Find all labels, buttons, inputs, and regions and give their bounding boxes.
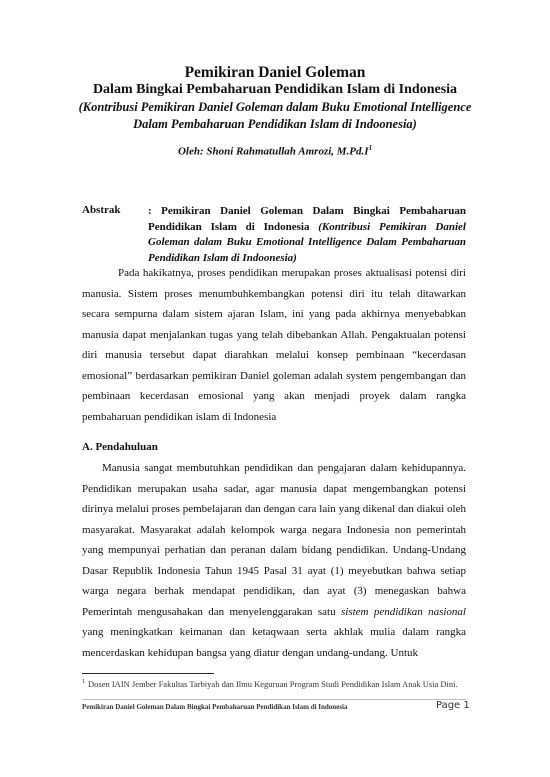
section-heading-pendahuluan: A. Pendahuluan [82, 441, 158, 453]
footnote-text: Dosen IAIN Jember Fakultas Tarbiyah dan Ilmu Keguruan Program Studi Pendidikan Islam Anak Usia Dini. [88, 678, 458, 689]
body-paragraph-2 [82, 458, 466, 663]
abstract-title-part: : Pemikiran Daniel Goleman Dalam Bingkai Pembaharuan Pendidikan Islam di Indonesia [148, 205, 466, 233]
author-line [0, 144, 550, 158]
paper-subtitle: Dalam Bingkai Pembaharuan Pendidikan Islam di Indonesia [92, 82, 458, 97]
page-number: Page 1 [436, 700, 470, 711]
paper-title: Pemikiran Daniel Goleman [184, 64, 366, 81]
paragraph-2-italic: sistem pendidikan nasional [340, 605, 466, 618]
paper-kontribusi-line2: Dalam Pembaharuan Pendidikan Islam di Indoonesia) [133, 117, 417, 131]
footer-running-title: Pemikiran Daniel Goleman Dalam Bingkai Pembaharuan Pendidikan Islam di Indonesia [82, 703, 348, 711]
abstract-label: Abstrak [82, 204, 121, 216]
paragraph-2-part-1: Manusia sangat membutuhkan pendidikan dan pengajaran dalam kehidupannya. Pendidikan merupakan usaha sadar, agar manusia dapat mengembangkan potensi dirinya melalui proses pembelajaran dan dengan cara lain yang dikenal dan diakui oleh masyarakat. Masyarakat adalah kelompok warga negara Indonesia non pemerintah yang mempunyai perhatian dan peranan dalam bidang pendidikan. Undang-Undang Dasar Republik Indonesia Tahun 1945 Pasal 31 ayat (1) meyebutkan bahwa setiap warga negara berhak mendapat pendidikan, dan ayat (3) menegaskan bahwa Pemerintah mengusahakan dan menyelenggarakan satu [82, 462, 466, 618]
body-paragraph-1: Pada hakikatnya, proses pendidikan merupakan proses aktualisasi potensi diri manusia. Sistem proses menumbuhkembangkan potensi diri itu telah ditawarkan secara sempurna dalam sistem ajaran Islam, ini yang pada akhirnya menyebabkan manusia dapat menjalankan tugas yang telah dibebankan Allah. Pengaktualan potensi diri manusia tersebut dapat diarahkan melalui konsep pembinaan “kecerdasan emosional” berdasarkan pemikiran Daniel goleman adalah system pengembangan dan pembinaan kecerdasan emosional yang akan menjadi proyek dalam rangka pembaharuan pendidikan islam di Indonesia [82, 267, 466, 423]
author-footnote-marker: 1 [368, 144, 373, 152]
abstract-italic-part: (Kontribusi Pemikiran Daniel Goleman dalam Buku Emotional Intelligence Dalam Pembaharuan Pendidikan Islam di Indoonesia) [148, 220, 466, 264]
footnote-number: 1 [82, 679, 85, 685]
footnote-separator [82, 673, 214, 674]
footer-rule [82, 699, 466, 700]
paper-kontribusi-line1: (Kontribusi Pemikiran Daniel Goleman dalam Buku Emotional Intelligence [78, 100, 472, 114]
footnote [82, 677, 466, 690]
paragraph-2-part-2: yang meningkatkan keimanan dan ketaqwaan serta akhlak mulia dalam rangka mencerdaskan kehidupan bangsa yang diatur dengan undang-undang. Untuk [82, 626, 466, 659]
abstract-text [148, 204, 466, 266]
author-name: Oleh: Shoni Rahmatullah Amrozi, M.Pd.I [177, 145, 369, 158]
